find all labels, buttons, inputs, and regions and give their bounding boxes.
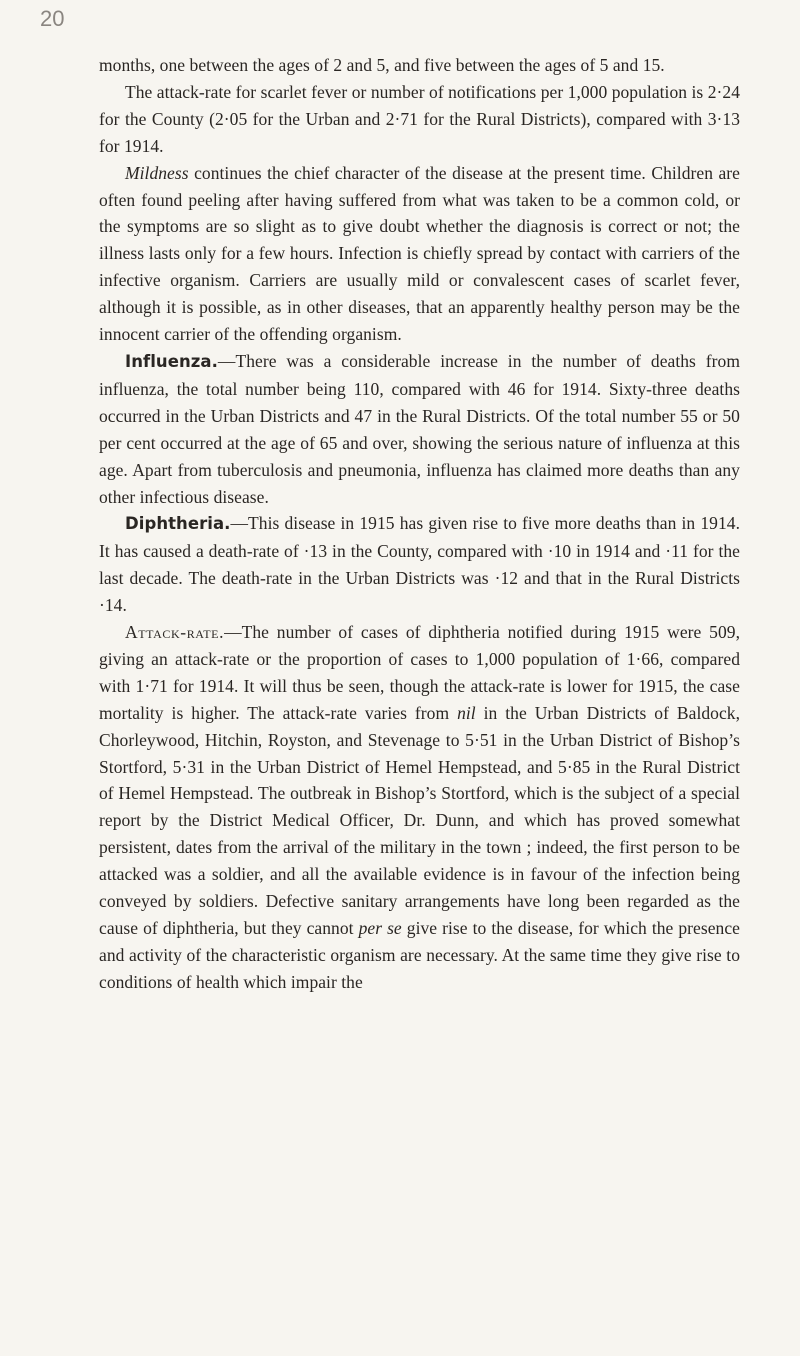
paragraph-text: —The number of cases of diphtheria notified during 1915 were 509, giving an attack-rate or the proportion of cases to 1,000 population of 1·66, compared with 1·71 for 1914. It will thus be seen, though the attack-rate is lower for 1915, the case mortality is higher. The attack-rate varies from	[99, 622, 740, 723]
paragraph-text: —This disease in 1915 has given rise to five more deaths than in 1914. It has caused a death-rate of ·13 in the County, compared with ·10 in 1914 and ·11 for the last decade. The death-rate in the Urban Districts was ·12 and that in the Rural Districts ·14.	[99, 513, 740, 616]
paragraph-continuation	[99, 52, 740, 79]
paragraph-attack-rate-diphtheria	[99, 619, 740, 996]
paragraph-text: The attack-rate for scarlet fever or number of notifications per 1,000 population is 2·24 for the County (2·05 for the Urban and 2·71 for the Rural Districts), compared with 3·13 for 1914.	[99, 81, 740, 156]
paragraph-text: give rise to the disease, for which the presence and activity of the characteristic organism are necessary. At the same time they give rise to conditions of health which impair the	[99, 918, 740, 992]
paragraph-text: in the Urban Districts of Baldock, Chorleywood, Hitchin, Royston, and Stevenage to 5·51 in the Urban District of Bishop’s Stortford, 5·31 in the Urban District of Hemel Hempstead, and 5·85 in the Rural District of Hemel Hempstead. The outbreak in Bishop’s Stortford, which is the subject of a special report by the District Medical Officer, Dr. Dunn, and which has proved somewhat persistent, dates from the arrival of the military in the town ; indeed, the first person to be attacked was a soldier, and all the available evidence is in favour of the infection being conveyed by soldiers. Defective sanitary arrangements have long been regarded as the cause of diphtheria, but they cannot	[99, 702, 740, 938]
paragraph-text: continues the chief character of the disease at the present time. Children are often found peeling after having suffered from what was taken to be a common cold, or the symptoms are so slight as to give doubt whether the diagnosis is correct or not; the illness lasts only for a few hours. Infection is chiefly spread by contact with carriers of the infective organism. Carriers are usually mild or convalescent cases of scarlet fever, although it is possible, as in other diseases, that an apparently healthy person may be the innocent carrier of the offending organism.	[99, 162, 740, 345]
paragraph-text: months, one between the ages of 2 and 5, and five between the ages of 5 and 15.	[99, 55, 665, 75]
paragraph-text: —There was a considerable increase in the number of deaths from influenza, the total number being 110, compared with 46 for 1914. Sixty-three deaths occurred in the Urban Districts and 47 in the Rural Districts. Of the total number 55 or 50 per cent occurred at the age of 65 and over, showing the serious nature of influenza at this age. Apart from tuberculosis and pneumonia, influenza has claimed more deaths than any other infectious disease.	[99, 350, 740, 507]
paragraph-influenza	[99, 348, 740, 510]
per-se-italic: per se	[358, 918, 402, 938]
diphtheria-heading: Diphtheria.	[125, 514, 231, 534]
influenza-heading: Influenza.	[125, 351, 218, 371]
document-body	[99, 52, 740, 996]
paragraph-diphtheria	[99, 510, 740, 619]
page-number: 20	[40, 6, 65, 31]
paragraph-mildness	[99, 160, 740, 348]
nil-italic: nil	[457, 702, 476, 723]
attack-rate-heading: Attack-rate.	[125, 622, 225, 643]
paragraph-attack-rate-scarlet-fever	[99, 79, 740, 160]
mildness-lead: Mildness	[125, 162, 189, 183]
